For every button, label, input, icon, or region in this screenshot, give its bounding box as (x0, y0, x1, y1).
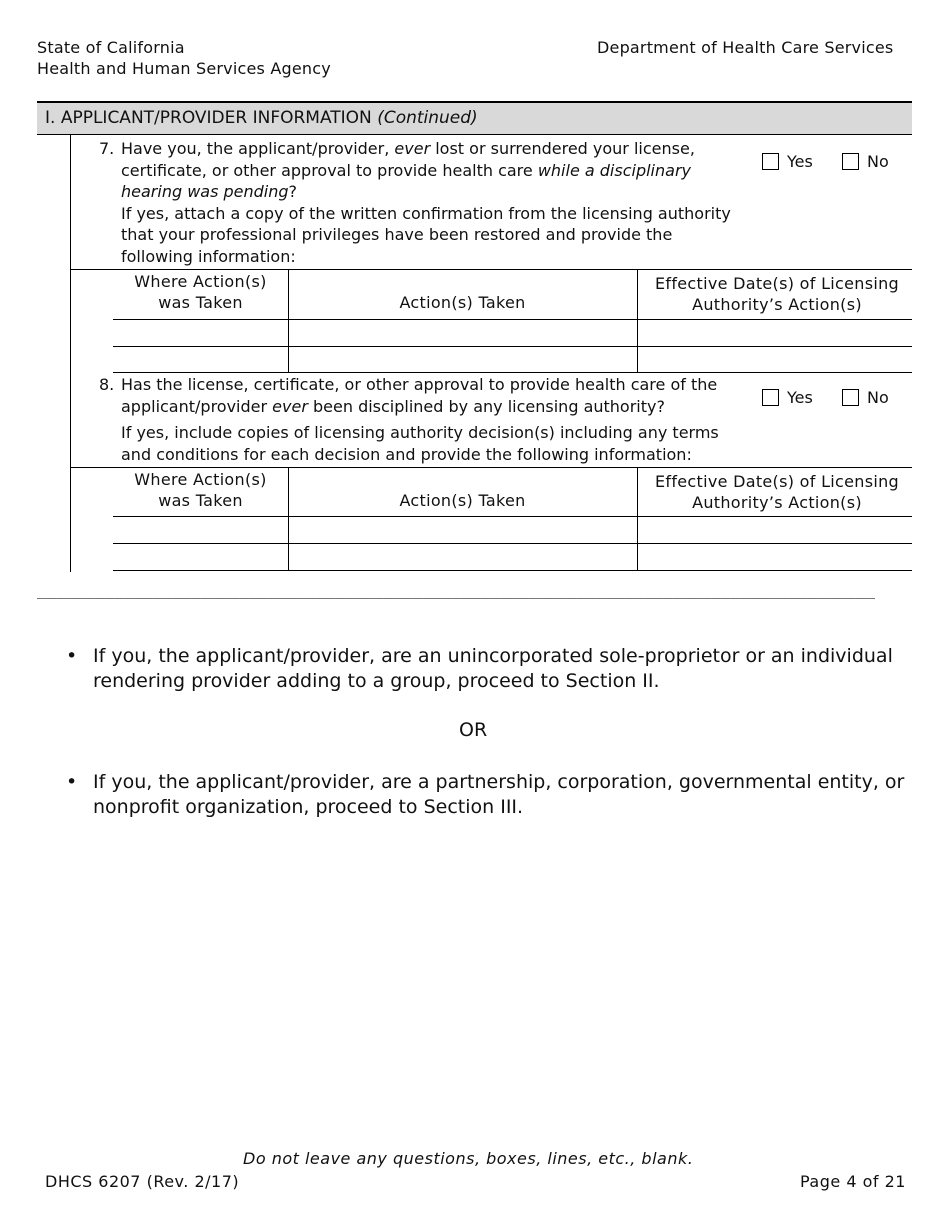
q7-row1-date-cell[interactable] (638, 320, 911, 345)
checkbox-box[interactable] (842, 389, 859, 406)
q7-no-checkbox[interactable] (842, 152, 889, 171)
q7-row2-action-cell[interactable] (289, 347, 636, 371)
table-line (113, 372, 912, 373)
q7-row2-where-cell[interactable] (114, 347, 287, 371)
agency-state: State of California (37, 38, 185, 57)
col-date-header: Effective Date(s) of Licensing Authority’s Action(s) (654, 274, 899, 314)
agency-name: Health and Human Services Agency (37, 59, 331, 78)
form-id: DHCS 6207 (Rev. 2/17) (45, 1172, 240, 1191)
q8-no-label: No (867, 388, 889, 407)
q8-yes-checkbox[interactable] (762, 388, 813, 407)
q8-number: 8. (99, 375, 115, 394)
q7-row1-where-cell[interactable] (114, 320, 287, 345)
q7-no-label: No (867, 152, 889, 171)
instruction-bullet-1: • If you, the applicant/provider, are an unincorporated sole-proprietor or an individual rendering provider adding to a group, proceed to Section II. (66, 645, 893, 692)
q8-row2-action-cell[interactable] (289, 544, 636, 569)
q8-row2-date-cell[interactable] (638, 544, 911, 569)
checkbox-box[interactable] (762, 153, 779, 170)
page-number: Page 4 of 21 (800, 1172, 906, 1191)
q7-number: 7. (99, 139, 115, 158)
section-title: I. APPLICANT/PROVIDER INFORMATION (45, 108, 372, 128)
col-date-header: Effective Date(s) of Licensing Authority’s Action(s) (654, 472, 899, 512)
table-line (70, 269, 912, 270)
q7-yes-label: Yes (787, 152, 813, 171)
q7-row1-action-cell[interactable] (289, 320, 636, 345)
bullet-dot: • (66, 771, 78, 793)
section-separator: _______________________________________________________________________________________ (37, 580, 876, 599)
col-where-header: Where Action(s) was Taken (134, 470, 267, 510)
q8-row2-where-cell[interactable] (114, 544, 287, 569)
q8-text: Has the license, certificate, or other approval to provide health care of the applicant/provider ever been disciplined by any licensing authority? If yes, include copies of licensing authority decision(s) including any terms and conditions for each decision and provide the following information: (121, 375, 719, 464)
q8-row1-where-cell[interactable] (114, 517, 287, 542)
checkbox-box[interactable] (762, 389, 779, 406)
q8-yes-label: Yes (787, 388, 813, 407)
or-separator: OR (459, 719, 488, 741)
form-left-border (70, 135, 71, 572)
q7-text: Have you, the applicant/provider, ever lost or surrendered your license, certificate, or other approval to provide health care while a disciplinary hearing was pending? If yes, attach a copy of the written confirmation from the licensing authority that your professional privileges have been restored and provide the following information: (121, 139, 731, 266)
section-header (37, 101, 912, 135)
table-line (70, 467, 912, 468)
section-continued: (Continued) (377, 108, 478, 128)
q7-row2-date-cell[interactable] (638, 347, 911, 371)
q8-row1-action-cell[interactable] (289, 517, 636, 542)
footer-notice: Do not leave any questions, boxes, lines, etc., blank. (243, 1149, 694, 1168)
col-where-header: Where Action(s) was Taken (134, 272, 267, 312)
department-name: Department of Health Care Services (597, 38, 894, 57)
q8-row1-date-cell[interactable] (638, 517, 911, 542)
table-line (113, 570, 912, 571)
col-action-header: Action(s) Taken (399, 491, 526, 510)
col-action-header: Action(s) Taken (399, 293, 526, 312)
checkbox-box[interactable] (842, 153, 859, 170)
instruction-bullet-2: • If you, the applicant/provider, are a partnership, corporation, governmental entity, or nonprofit organization, proceed to Section III. (66, 771, 905, 818)
q8-no-checkbox[interactable] (842, 388, 889, 407)
q7-yes-checkbox[interactable] (762, 152, 813, 171)
bullet-dot: • (66, 645, 78, 667)
